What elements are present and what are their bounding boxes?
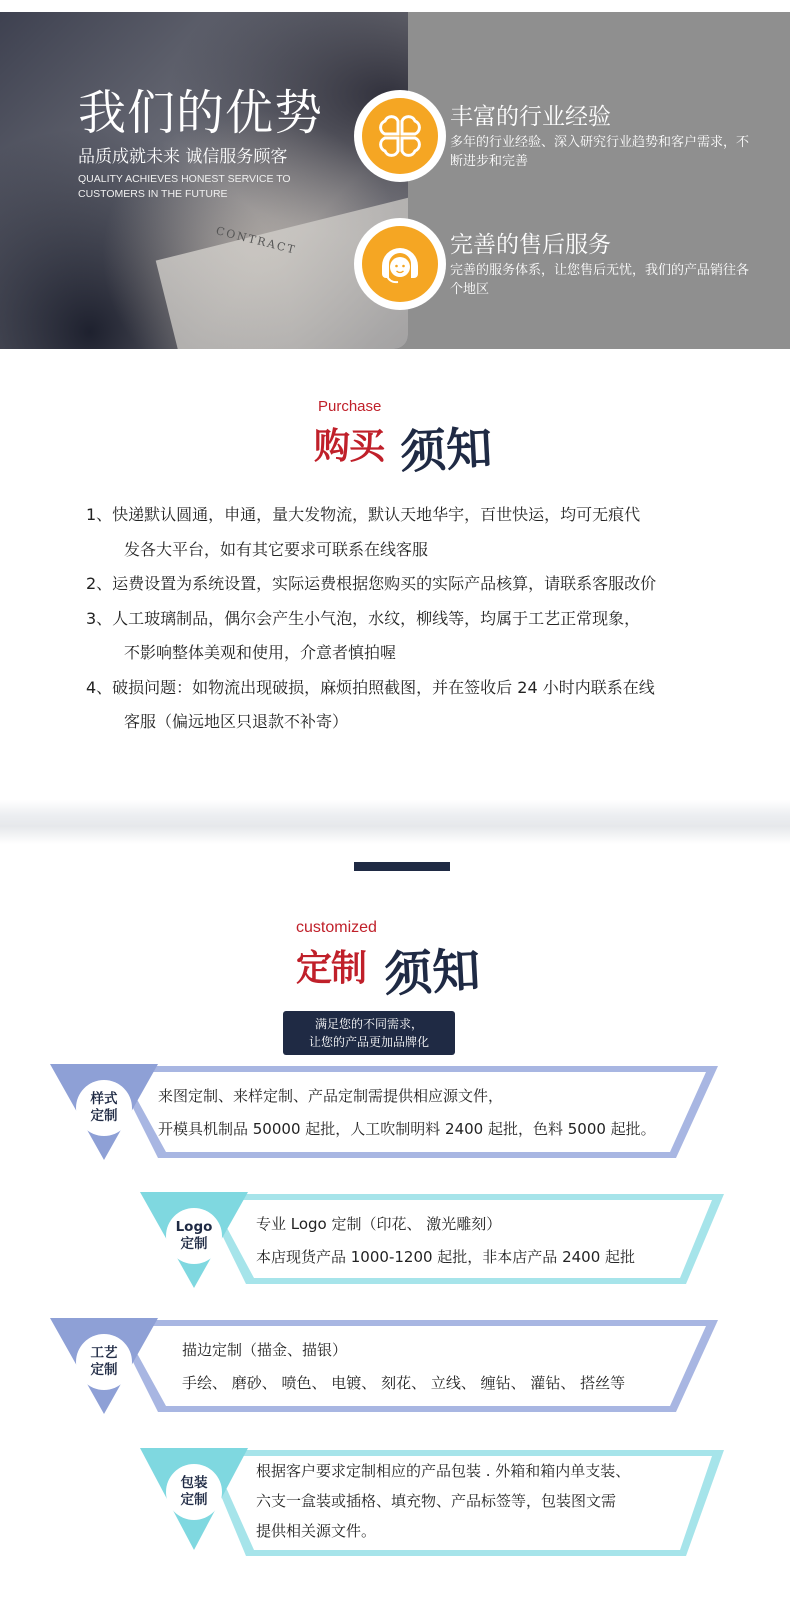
note-item xyxy=(86,567,746,602)
advantage-title-experience: 丰富的行业经验 xyxy=(450,104,611,130)
advantage-desc-experience: 多年的行业经验、深入研究行业趋势和客户需求，不断进步和完善 xyxy=(450,135,750,169)
custom-row-style xyxy=(50,1062,730,1167)
custom-logo-red: 定制 xyxy=(296,948,367,989)
row-badge: 包装 定制 xyxy=(166,1464,222,1520)
note-line: 4、破损问题：如物流出现破损，麻烦拍照截图，并在签收后 24 小时内联系在线 xyxy=(86,677,655,697)
note-item xyxy=(86,498,746,567)
advantage-title-service: 完善的售后服务 xyxy=(450,232,611,258)
advantages-subtitle: 品质成就未来 诚信服务顾客 xyxy=(78,147,288,167)
note-item xyxy=(86,671,746,740)
section-divider-bar xyxy=(354,862,450,871)
custom-row-craft xyxy=(50,1316,730,1421)
custom-tagline-line1: 满足您的不同需求， xyxy=(314,1017,423,1031)
custom-tagline-badge xyxy=(283,1011,455,1055)
purchase-logo-english: Purchase xyxy=(318,398,382,415)
note-continuation: 发各大平台，如有其它要求可联系在线客服 xyxy=(124,539,429,559)
advantages-english-tagline: QUALITY ACHIEVES HONEST SERVICE TO CUSTOMERS IN THE FUTURE xyxy=(78,173,291,200)
purchase-logo-dark: 须知 xyxy=(398,420,494,480)
purchase-notes xyxy=(86,498,746,740)
row-text: 来图定制、来样定制、产品定制需提供相应源文件， 开模具机制品 50000 起批，人工吹制明料 2400 起批，色料 5000 起批。 xyxy=(158,1087,656,1138)
advantage-desc-service: 完善的服务体系，让您售后无忧，我们的产品销往各个地区 xyxy=(450,263,750,297)
advantages-title: 我们的优势 xyxy=(78,85,324,141)
custom-row-logo xyxy=(140,1190,730,1290)
advantages-banner xyxy=(0,12,790,349)
row-badge: 样式 定制 xyxy=(76,1080,132,1136)
custom-row-packaging xyxy=(140,1446,730,1561)
handshake-photo xyxy=(0,12,408,349)
clover-icon xyxy=(354,90,446,182)
note-line: 2、运费设置为系统设置，实际运费根据您购买的实际产品核算，请联系客服改价 xyxy=(86,574,657,593)
contract-label: CONTRACT xyxy=(214,224,298,257)
purchase-logo-red: 购买 xyxy=(314,426,385,467)
custom-logo-english: customized xyxy=(296,919,377,936)
custom-tagline-line2: 让您的产品更加品牌化 xyxy=(308,1035,429,1049)
custom-logo-dark: 须知 xyxy=(382,942,482,1004)
note-continuation: 客服（偏远地区只退款不补寄） xyxy=(124,712,349,731)
support-agent-icon xyxy=(354,218,446,310)
note-item xyxy=(86,602,746,671)
note-line: 3、人工玻璃制品，偶尔会产生小气泡，水纹，柳线等，均属于工艺正常现象， xyxy=(86,608,641,628)
note-line: 1、快递默认圆通，申通，量大发物流，默认天地华宇，百世快运，均可无痕代 xyxy=(86,505,641,524)
row-badge: 工艺 定制 xyxy=(76,1334,132,1390)
note-continuation: 不影响整体美观和使用，介意者慎拍喔 xyxy=(124,643,397,662)
row-badge: Logo 定制 xyxy=(166,1208,222,1264)
section-divider-band xyxy=(0,800,790,844)
row-text: 描边定制（描金、描银） 手绘、 磨砂、 喷色、 电镀、 刻花、 立线、 缠钻、 灌钻、 搭丝等 xyxy=(182,1341,626,1392)
row-text: 专业 Logo 定制（印花、 激光雕刻） 本店现货产品 1000-1200 起批，非本店产品 2400 起批 xyxy=(256,1215,636,1266)
row-text: 根据客户要求定制相应的产品包装 . 外箱和箱内单支装、 六支一盒装或插格、填充物、产品标签等，包装图文需 提供相关源文件。 xyxy=(256,1462,631,1540)
